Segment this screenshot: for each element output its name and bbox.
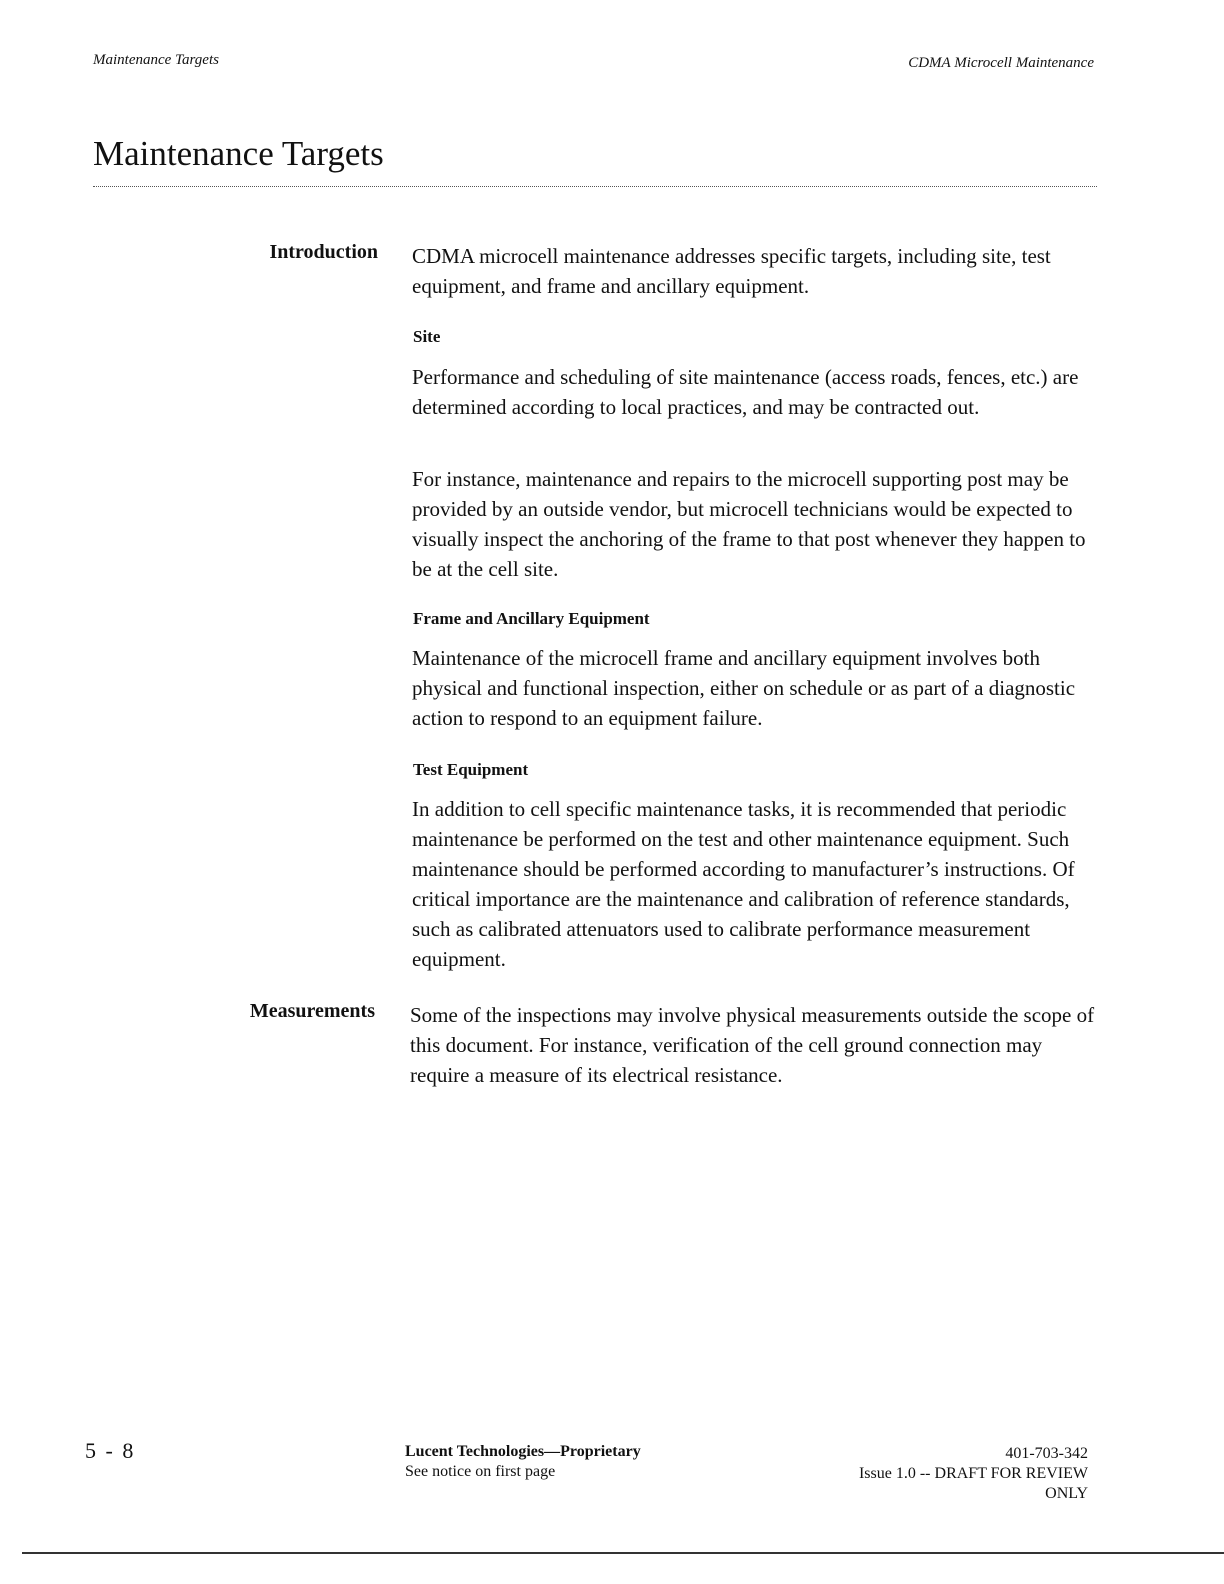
- running-header-right: CDMA Microcell Maintenance: [908, 55, 1094, 71]
- site-paragraph-1: Performance and scheduling of site maintenance (access roads, fences, etc.) are determined according to local practices, and may be contracted out.: [412, 365, 1079, 419]
- introduction-paragraph: CDMA microcell maintenance addresses specific targets, including site, test equipment, and frame and ancillary equipment.: [412, 244, 1051, 298]
- bottom-divider: [22, 1552, 1224, 1554]
- page-number: 5 - 8: [85, 1438, 136, 1463]
- section-label-measurements: Measurements: [249, 1000, 375, 1022]
- footer-document-info: [859, 1444, 1088, 1504]
- measurements-paragraph: Some of the inspections may involve physical measurements outside the scope of this document. For instance, verification of the cell ground connection may require a measure of its electrical resistance.: [410, 1003, 1095, 1087]
- test-equipment-heading: Test Equipment: [413, 760, 529, 779]
- document-number: 401-703-342: [1005, 1445, 1088, 1462]
- frame-ancillary-heading: Frame and Ancillary Equipment: [413, 609, 650, 628]
- section-label-introduction: Introduction: [269, 241, 378, 263]
- site-paragraph-2: For instance, maintenance and repairs to the microcell supporting post may be provided by an outside vendor, but microcell technicians would be expected to visually inspect the anchoring of the frame to that post whenever they happen to be at the cell site.: [412, 467, 1086, 581]
- frame-ancillary-paragraph: Maintenance of the microcell frame and ancillary equipment involves both physical and functional inspection, either on schedule or as part of a diagnostic action to respond to an equipment failure.: [412, 646, 1076, 730]
- issue-line-2: ONLY: [1045, 1485, 1088, 1502]
- test-equipment-paragraph: In addition to cell specific maintenance tasks, it is recommended that periodic maintenance be performed on the test and other maintenance equipment. Such maintenance should be performed according to manufacturer’s instructions. Of critical importance are the maintenance and calibration of reference standards, such as calibrated attenuators used to calibrate performance measurement equipment.: [412, 797, 1075, 971]
- site-heading: Site: [413, 327, 441, 346]
- title-divider: [93, 186, 1097, 187]
- running-header-left: Maintenance Targets: [93, 52, 219, 68]
- notice-reference: See notice on first page: [405, 1463, 556, 1480]
- proprietary-notice: Lucent Technologies—Proprietary: [405, 1443, 641, 1460]
- issue-line-1: Issue 1.0 -- DRAFT FOR REVIEW: [858, 1465, 1088, 1482]
- footer-proprietary-block: [405, 1442, 641, 1482]
- page-title: Maintenance Targets: [93, 134, 384, 173]
